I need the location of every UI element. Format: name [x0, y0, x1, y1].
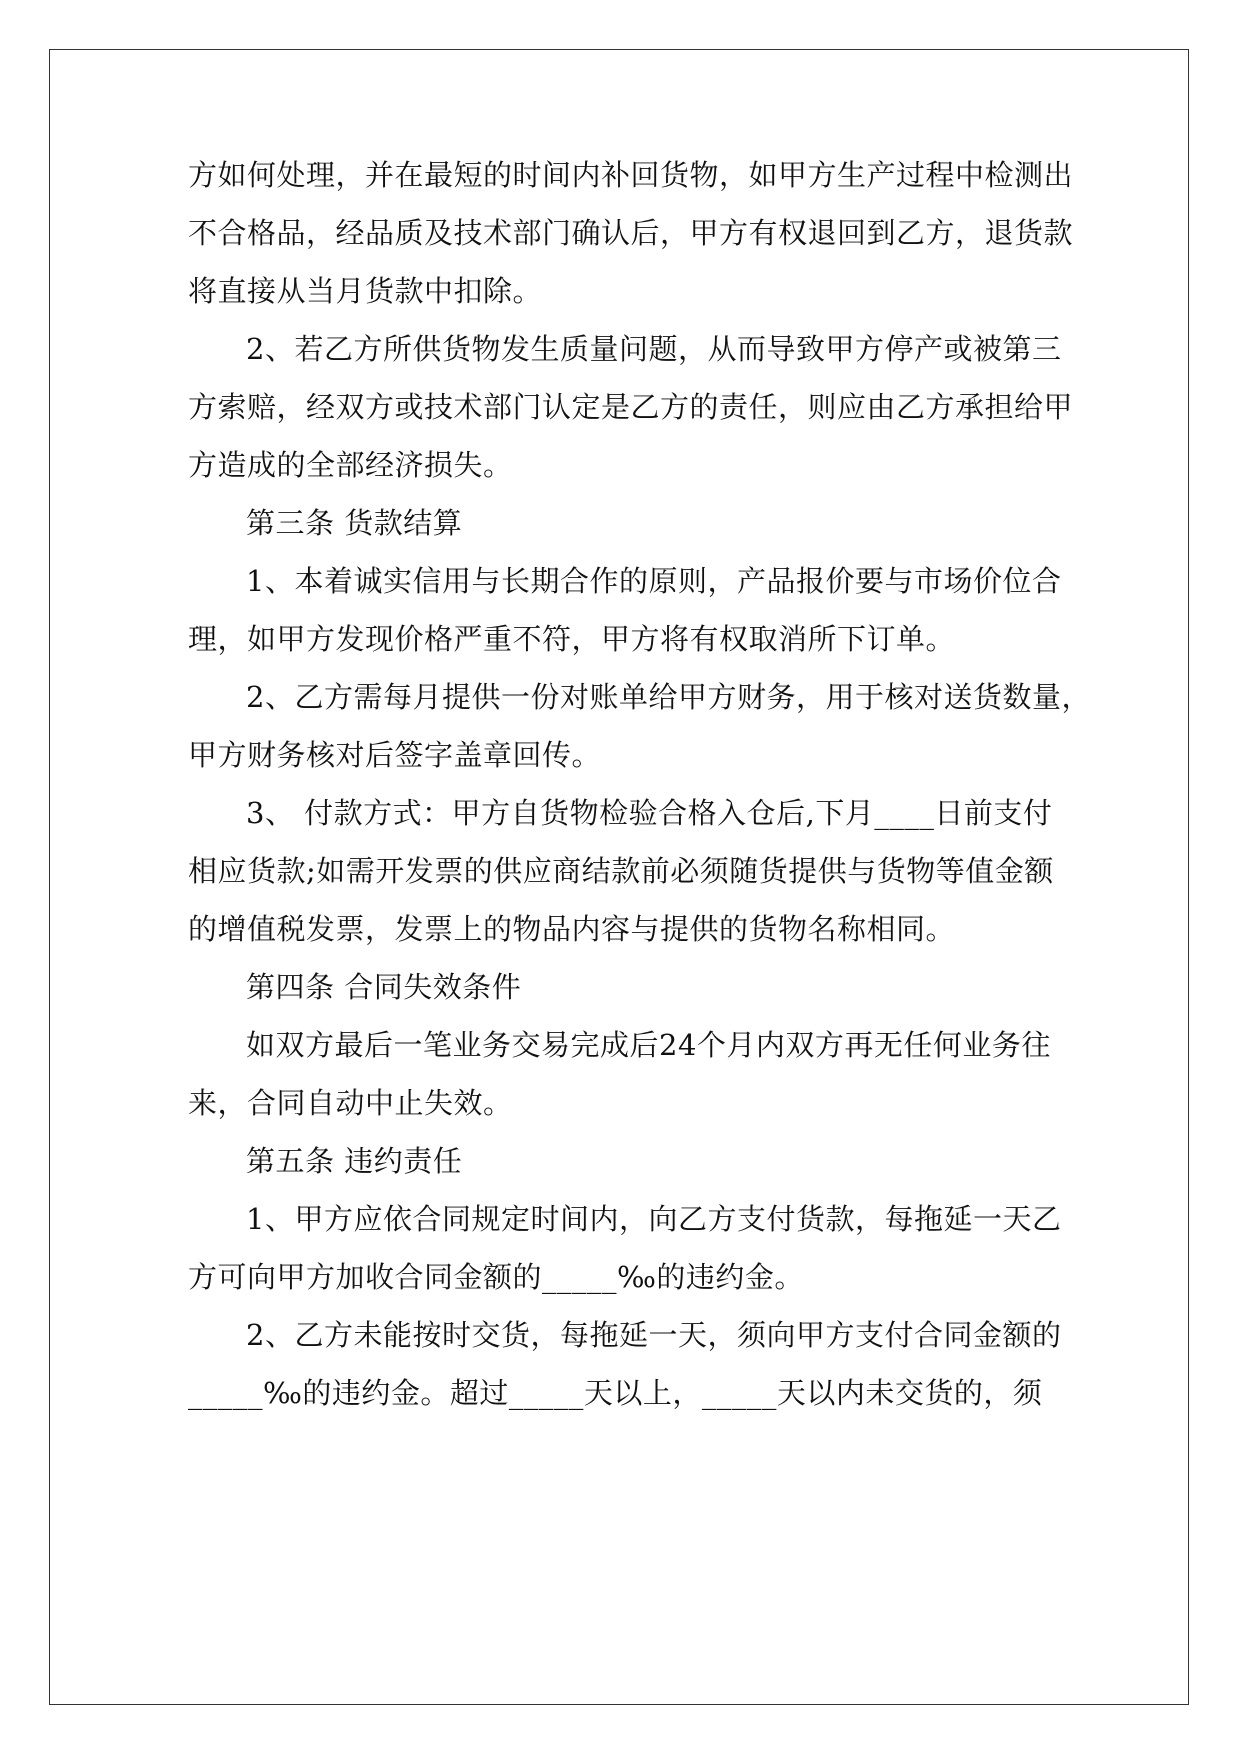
text-line: 的增值税发票，发票上的物品内容与提供的货物名称相同。 [188, 912, 956, 946]
section-heading: 第五条 违约责任 [246, 1144, 463, 1178]
text-line: 来，合同自动中止失效。 [188, 1086, 513, 1120]
text-line: 方索赔，经双方或技术部门认定是乙方的责任，则应由乙方承担给甲 [188, 390, 1074, 424]
paragraph-start: 2、乙方需每月提供一份对账单给甲方财务，用于核对送货数量， [246, 680, 1091, 714]
text-line: 不合格品，经品质及技术部门确认后，甲方有权退回到乙方，退货款 [188, 216, 1074, 250]
text-line: 相应货款;如需开发票的供应商结款前必须随货提供与货物等值金额 [188, 854, 1054, 888]
section-heading: 第四条 合同失效条件 [246, 970, 522, 1004]
text-line: 方可向甲方加收合同金额的_____‰的违约金。 [188, 1260, 804, 1294]
text-line: 方如何处理，并在最短的时间内补回货物，如甲方生产过程中检测出 [188, 158, 1074, 192]
text-line: _____‰的违约金。超过_____天以上，_____天以内未交货的，须 [188, 1376, 1043, 1410]
paragraph-start: 3、 付款方式：甲方自货物检验合格入仓后,下月____日前支付 [246, 796, 1053, 830]
paragraph-start: 2、乙方未能按时交货，每拖延一天，须向甲方支付合同金额的 [246, 1318, 1062, 1352]
paragraph-start: 1、甲方应依合同规定时间内，向乙方支付货款，每拖延一天乙 [246, 1202, 1062, 1236]
text-line: 将直接从当月货款中扣除。 [188, 274, 543, 308]
paragraph-start: 如双方最后一笔业务交易完成后24个月内双方再无任何业务往 [246, 1028, 1051, 1062]
paragraph-start: 1、本着诚实信用与长期合作的原则，产品报价要与市场价位合 [246, 564, 1062, 598]
paragraph-start: 2、若乙方所供货物发生质量问题，从而导致甲方停产或被第三 [246, 332, 1062, 366]
text-line: 理，如甲方发现价格严重不符，甲方将有权取消所下订单。 [188, 622, 956, 656]
text-line: 甲方财务核对后签字盖章回传。 [188, 738, 602, 772]
text-line: 方造成的全部经济损失。 [188, 448, 513, 482]
section-heading: 第三条 货款结算 [246, 506, 463, 540]
